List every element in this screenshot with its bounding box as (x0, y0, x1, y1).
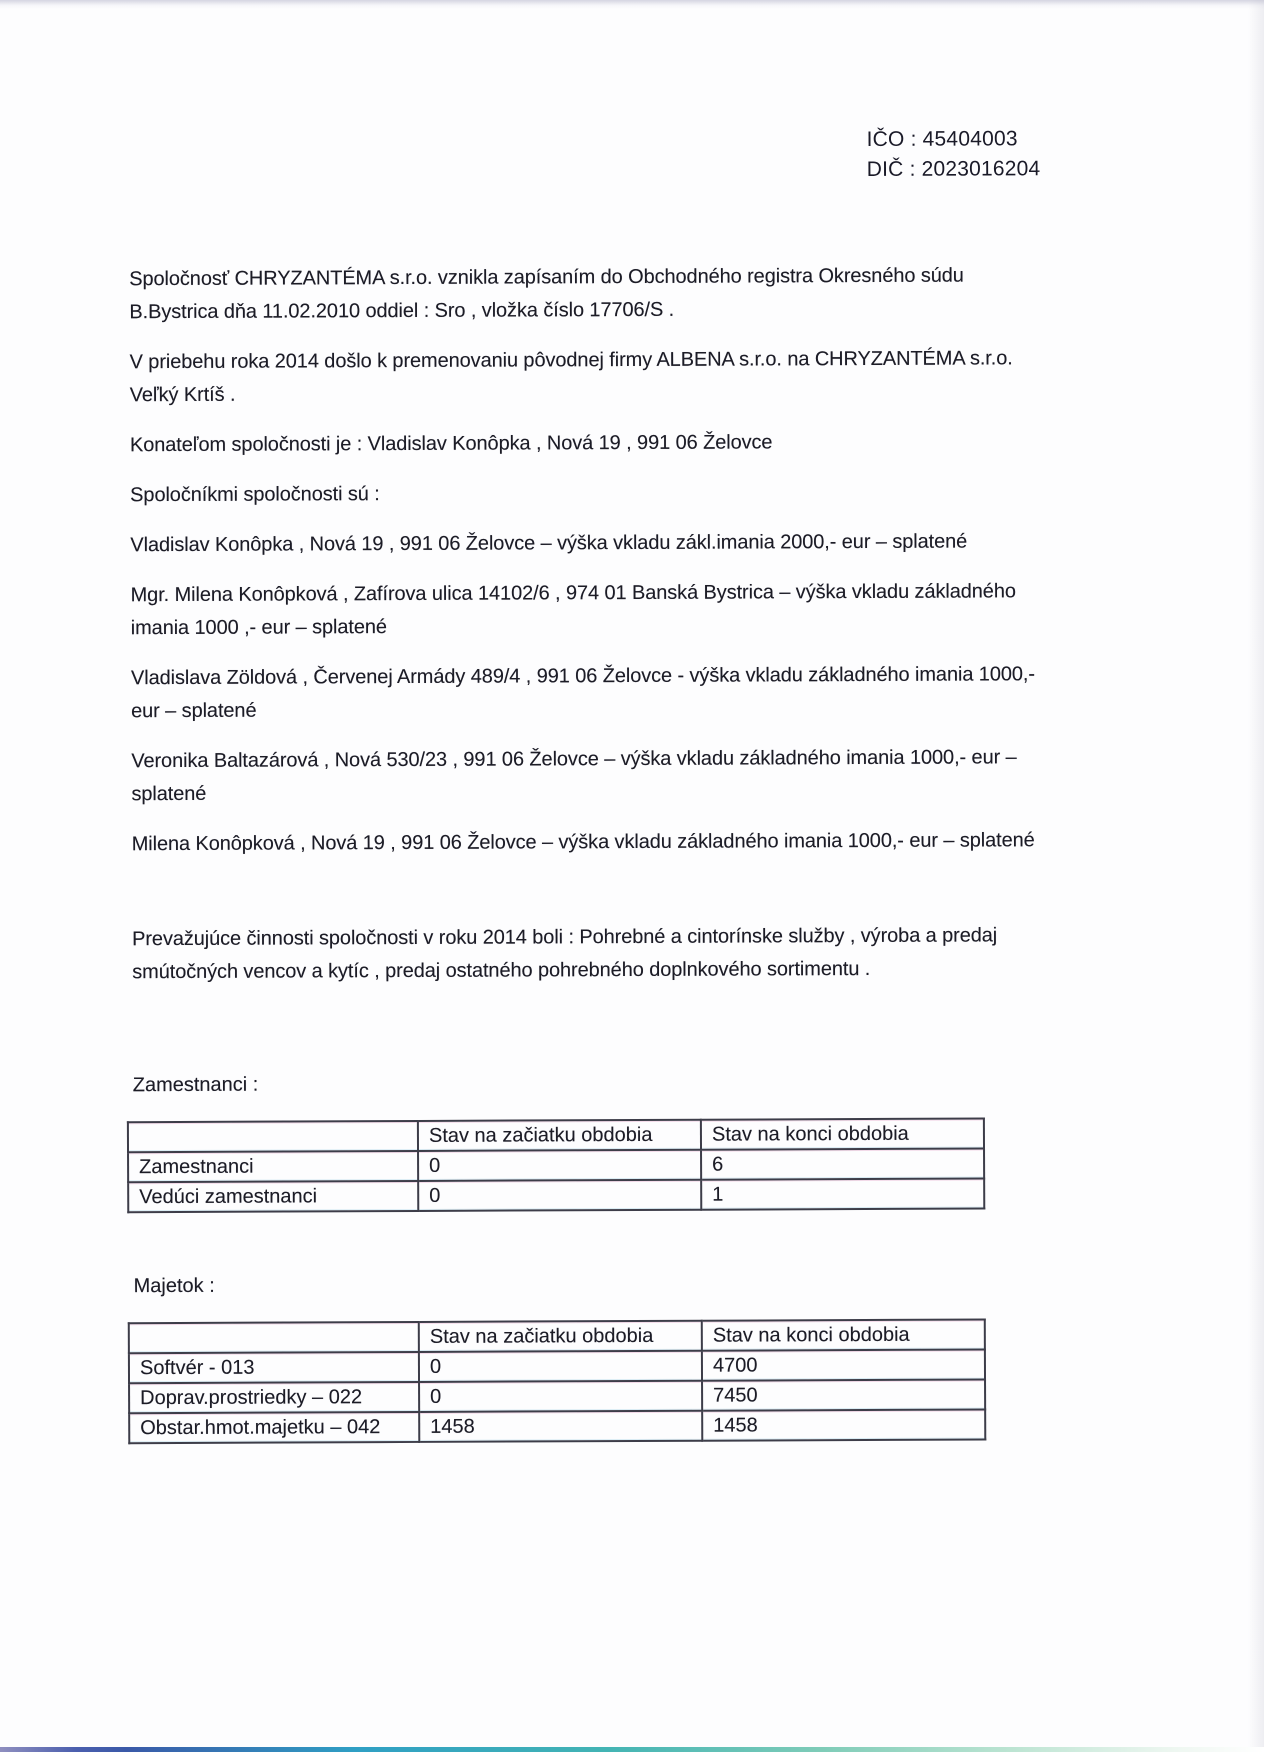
assets-row-label: Obstar.hmot.majetku – 042 (129, 1412, 419, 1443)
shareholder-5: Milena Konôpková , Nová 19 , 991 06 Želovce – výška vkladu základného imania 1000,- eur – splatené (131, 829, 1035, 856)
paragraph-registration: Spoločnosť CHRYZANTÉMA s.r.o. vznikla zapísaním do Obchodného registra Okresného súdu B.Bystrica dňa 11.02.2010 oddiel : Sro , vložka číslo 17706/S . (129, 264, 964, 324)
assets-row-label: Softvér - 013 (129, 1352, 419, 1383)
assets-row-start-value: 0 (419, 1351, 702, 1382)
document-body (129, 259, 1039, 1444)
table-row (129, 1409, 985, 1443)
shareholder-2: Mgr. Milena Konôpková , Zafírova ulica 14102/6 , 974 01 Banská Bystrica – výška vkladu základného imania 1000 ,- eur – splatené (130, 580, 1016, 640)
table-row (128, 1148, 984, 1182)
section-heading-assets: Majetok : (133, 1274, 215, 1298)
shareholder-3: Vladislava Zöldová , Červenej Armády 489/4 , 991 06 Želovce - výška vkladu základného imania 1000,- eur – splatené (130, 663, 1035, 723)
assets-header-empty (129, 1322, 419, 1353)
table-row (128, 1178, 984, 1212)
shareholder-1: Vladislav Konôpka , Nová 19 , 991 06 Želovce – výška vkladu zákl.imania 2000,- eur – splatené (130, 530, 968, 557)
assets-table-header-row (129, 1319, 985, 1353)
company-id-block (867, 123, 1264, 185)
assets-row-end-value: 1458 (702, 1409, 985, 1440)
table-row (129, 1349, 985, 1383)
paragraph-activities: Prevažujúce činnosti spoločnosti v roku 2014 boli : Pohrebné a cintorínske služby , výroba a predaj smútočných vencov a kytíc , predaj ostatného pohrebného doplnkového sortimentu . (132, 924, 998, 984)
ico-line: IČO : 45404003 (866, 127, 1018, 151)
employees-header-empty (128, 1121, 418, 1152)
employees-table-header-row (128, 1118, 984, 1152)
scan-artifact-bottom (0, 1747, 1264, 1752)
assets-row-start-value: 1458 (419, 1411, 702, 1442)
assets-row-end-value: 7450 (702, 1379, 985, 1410)
employees-header-end: Stav na konci obdobia (701, 1118, 984, 1149)
shareholder-4: Veronika Baltazárová , Nová 530/23 , 991 06 Želovce – výška vkladu základného imania 1000,- eur – splatené (131, 746, 1017, 806)
assets-header-end: Stav na konci obdobia (702, 1319, 985, 1350)
employees-row-start-value: 0 (418, 1150, 701, 1181)
assets-header-start: Stav na začiatku obdobia (419, 1321, 702, 1352)
assets-row-label: Doprav.prostriedky – 022 (129, 1382, 419, 1413)
employees-table (127, 1117, 985, 1213)
paragraph-shareholders-intro: Spoločníkmi spoločnosti sú : (130, 483, 380, 507)
table-row (129, 1379, 985, 1413)
assets-row-start-value: 0 (419, 1381, 702, 1412)
employees-row-label: Vedúci zamestnanci (128, 1181, 418, 1212)
paragraph-rename: V priebehu roka 2014 došlo k premenovaniu pôvodnej firmy ALBENA s.r.o. na CHRYZANTÉMA s.r.o. Veľký Krtíš . (129, 347, 1013, 407)
assets-row-end-value: 4700 (702, 1349, 985, 1380)
employees-row-start-value: 0 (418, 1180, 701, 1211)
employees-row-end-value: 6 (701, 1148, 984, 1179)
section-heading-employees: Zamestnanci : (132, 1073, 259, 1097)
employees-row-end-value: 1 (701, 1178, 984, 1209)
assets-table (128, 1318, 987, 1444)
employees-row-label: Zamestnanci (128, 1151, 418, 1182)
employees-header-start: Stav na začiatku obdobia (418, 1120, 701, 1151)
dic-line: DIČ : 2023016204 (866, 157, 1041, 181)
paragraph-director: Konateľom spoločnosti je : Vladislav Konôpka , Nová 19 , 991 06 Želovce (129, 431, 773, 457)
